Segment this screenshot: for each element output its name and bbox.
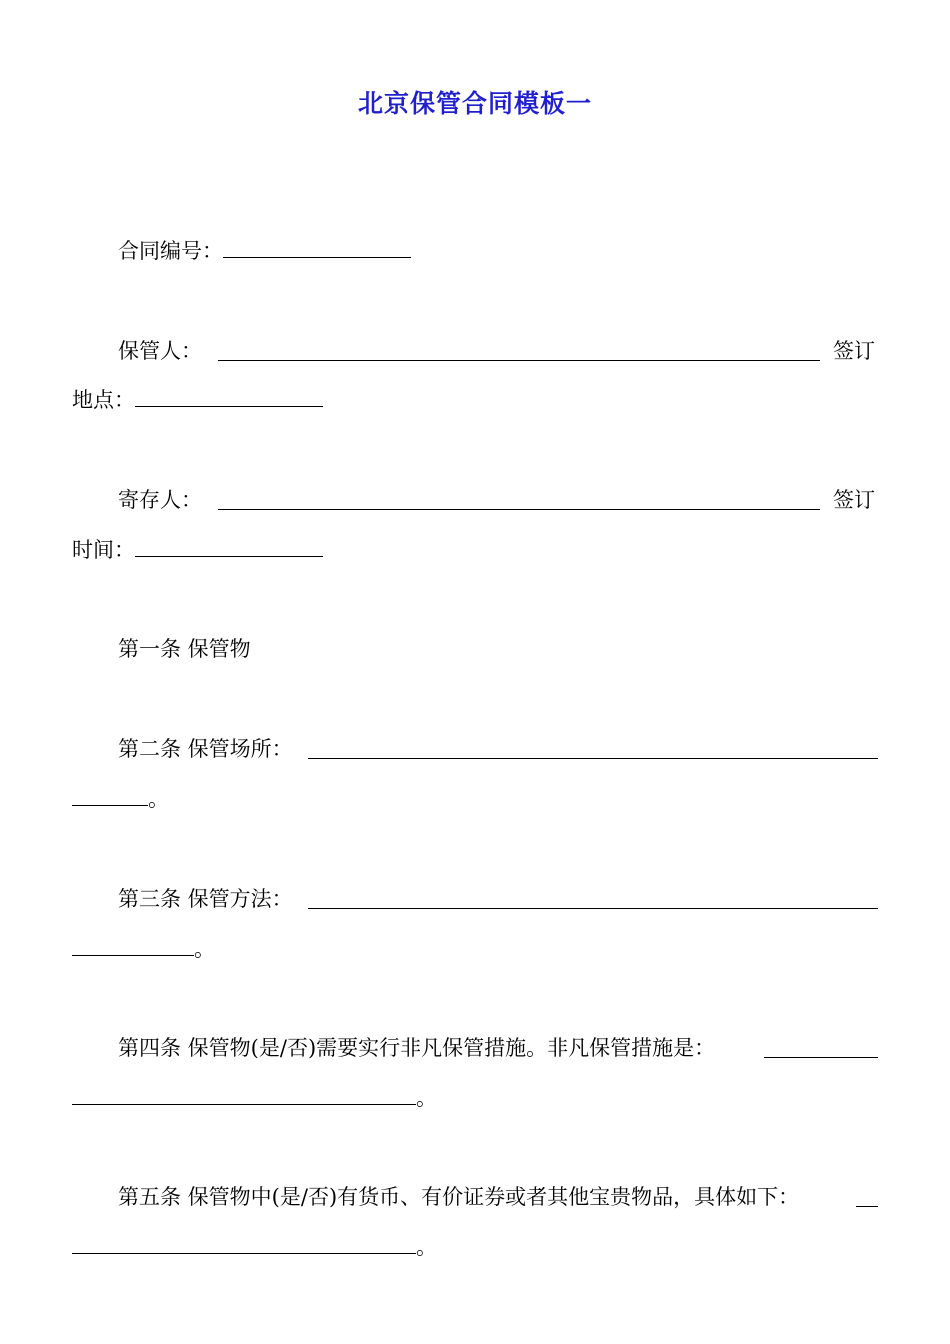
sign-time-label: 时间：	[72, 538, 135, 562]
sign-word-1: 签订	[833, 339, 875, 363]
custodian-blank[interactable]	[218, 340, 820, 361]
article-2-cont	[72, 784, 169, 814]
article-4-cont	[72, 1083, 437, 1113]
article-3-row	[118, 884, 293, 914]
article-4-row	[118, 1033, 715, 1063]
depositor-label: 寄存人：	[118, 488, 202, 512]
article-3-label: 第三条 保管方法：	[118, 887, 293, 911]
sign-place-blank[interactable]	[135, 386, 323, 407]
document-title: 北京保管合同模板一	[357, 89, 592, 118]
article-5-period: 。	[416, 1235, 437, 1259]
article-5-blank-a[interactable]	[856, 1186, 878, 1207]
article-2-blank-a[interactable]	[308, 738, 878, 759]
article-2-row	[118, 734, 293, 764]
depositor-blank[interactable]	[218, 489, 820, 510]
article-2-period: 。	[148, 787, 169, 811]
contract-number-row	[118, 236, 411, 266]
article-2-label: 第二条 保管场所：	[118, 737, 293, 761]
article-3-blank-b[interactable]	[72, 935, 194, 956]
custodian-label: 保管人：	[118, 339, 202, 363]
sign-time-row	[72, 535, 323, 565]
article-4-blank-b[interactable]	[72, 1084, 416, 1105]
article-1: 第一条 保管物	[118, 637, 251, 661]
article-5-cont	[72, 1232, 437, 1262]
article-5-text: 第五条 保管物中(是/否)有货币、有价证券或者其他宝贵物品，具体如下：	[118, 1185, 800, 1209]
article-3-blank-a[interactable]	[308, 888, 878, 909]
contract-number-blank[interactable]	[223, 237, 411, 258]
depositor-row	[118, 485, 202, 515]
article-4-blank-a[interactable]	[764, 1037, 878, 1058]
article-5-blank-b[interactable]	[72, 1233, 416, 1254]
sign-time-blank[interactable]	[135, 536, 323, 557]
article-4-text: 第四条 保管物(是/否)需要实行非凡保管措施。非凡保管措施是：	[118, 1036, 716, 1060]
contract-number-label: 合同编号：	[118, 239, 223, 263]
article-4-period: 。	[416, 1086, 437, 1110]
article-5-row	[118, 1182, 799, 1212]
sign-place-row	[72, 385, 323, 415]
custodian-row	[118, 336, 202, 366]
sign-word-2: 签订	[833, 488, 875, 512]
article-2-blank-b[interactable]	[72, 785, 148, 806]
sign-place-label: 地点：	[72, 388, 135, 412]
article-3-cont	[72, 934, 215, 964]
article-3-period: 。	[194, 937, 215, 961]
